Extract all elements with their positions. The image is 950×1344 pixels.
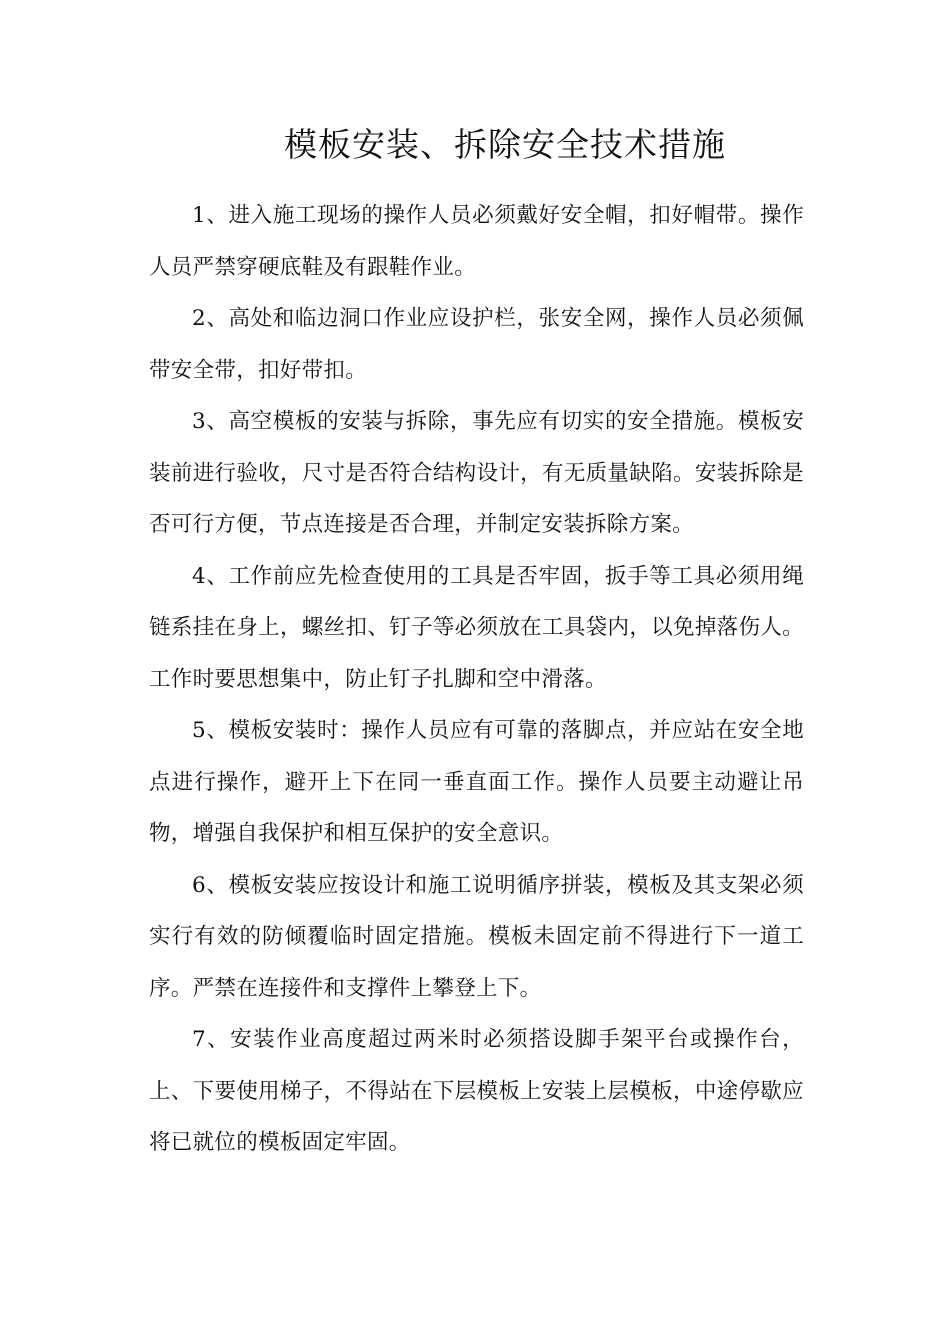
paragraph-2: 2、高处和临边洞口作业应设护栏，张安全网，操作人员必须佩带安全带，扣好带扣。 <box>149 306 804 383</box>
paragraph-7: 7、安装作业高度超过两米时必须搭设脚手架平台或操作台，上、下要使用梯子，不得站在下层模板上安装上层模板，中途停歇应将已就位的模板固定牢固。 <box>149 1027 804 1155</box>
paragraph-4: 4、工作前应先检查使用的工具是否牢固，扳手等工具必须用绳链系挂在身上，螺丝扣、钉子等必须放在工具袋内，以免掉落伤人。工作时要思想集中，防止钉子扎脚和空中滑落。 <box>149 563 804 692</box>
paragraph-5: 5、模板安装时：操作人员应有可靠的落脚点，并应站在安全地点进行操作，避开上下在同一垂直面工作。操作人员要主动避让吊物，增强自我保护和相互保护的安全意识。 <box>149 718 804 846</box>
paragraph-6: 6、模板安装应按设计和施工说明循序拼装，模板及其支架必须实行有效的防倾覆临时固定措施。模板未固定前不得进行下一道工序。严禁在连接件和支撑件上攀登上下。 <box>149 872 804 1001</box>
document-body <box>149 190 804 1169</box>
paragraph-1: 1、进入施工现场的操作人员必须戴好安全帽，扣好帽带。操作人员严禁穿硬底鞋及有跟鞋作业。 <box>149 203 804 280</box>
document-title: 模板安装、拆除安全技术措施 <box>284 125 726 164</box>
paragraph-3: 3、高空模板的安装与拆除，事先应有切实的安全措施。模板安装前进行验收，尺寸是否符合结构设计，有无质量缺陷。安装拆除是否可行方便，节点连接是否合理，并制定安装拆除方案。 <box>149 409 804 537</box>
